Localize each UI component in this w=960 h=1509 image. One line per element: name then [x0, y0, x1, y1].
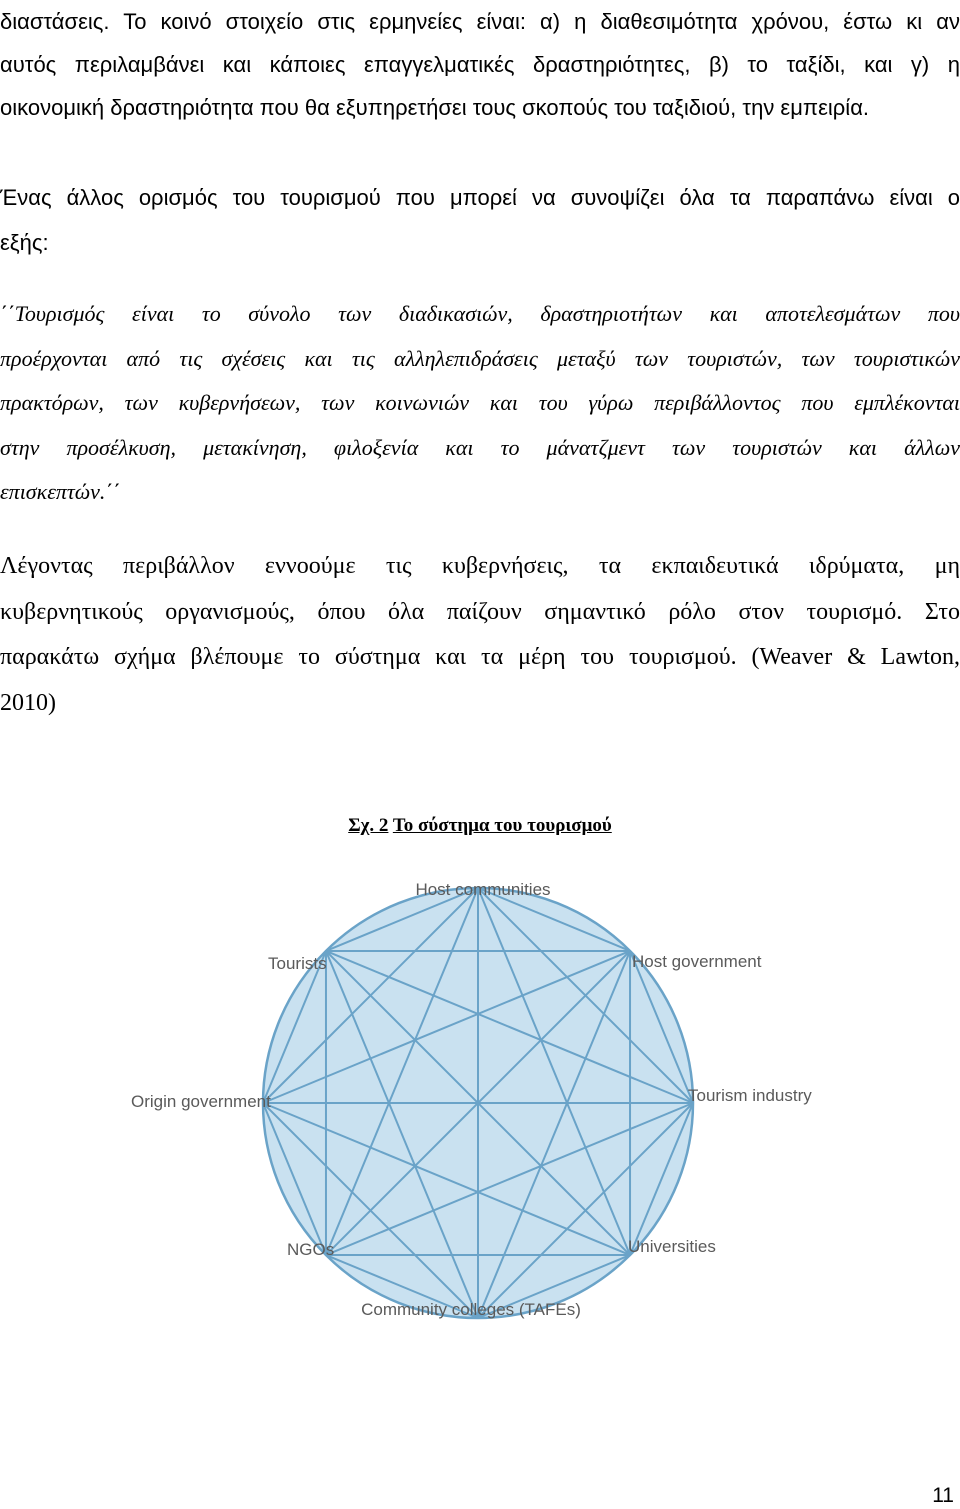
figure-caption-prefix: Σχ. 2: [348, 815, 389, 836]
node-label: Host communities: [415, 880, 551, 899]
text-line: εξής:: [0, 230, 49, 255]
paragraph-definition-intro: [0, 175, 960, 265]
text-line: 2010): [0, 689, 56, 716]
node-label: Tourists: [268, 954, 327, 973]
text-line: διαστάσεις. Το κοινό στοιχείο στις ερμηνείες είναι: α) η διαθεσιμότητα χρόνου, έστω κι αν: [0, 9, 960, 34]
text-line: παρακάτω σχήμα βλέπουμε το σύστημα και τα μέρη του τουρισμού. (Weaver & Lawton,: [0, 644, 960, 670]
paragraph-environment: [0, 544, 960, 726]
text-line: Ένας άλλος ορισμός του τουρισμού που μπορεί να συνοψίζει όλα τα παραπάνω είναι ο: [0, 185, 960, 210]
node-label: NGOs: [287, 1240, 335, 1259]
text-line: κυβερνητικούς οργανισμούς, όπου όλα παίζουν σημαντικό ρόλο στον τουρισμό. Στο: [0, 598, 960, 625]
paragraph-continuation: [0, 0, 960, 129]
figure-caption-title: Το σύστημα του τουρισμού: [392, 815, 612, 836]
text-line: Λέγοντας περιβάλλον εννοούμε τις κυβερνήσεις, τα εκπαιδευτικά ιδρύματα, μη: [0, 553, 960, 579]
quote-line: πρακτόρων, των κυβερνήσεων, των κοινωνιών και του γύρω περιβάλλοντος που εμπλέκονται: [0, 390, 960, 415]
quote-line: προέρχονται από τις σχέσεις και τις αλληλεπιδράσεις μεταξύ των τουριστών, των τουριστικών: [0, 345, 960, 371]
node-label: Origin government: [131, 1092, 271, 1111]
node-label: Host government: [632, 952, 762, 971]
node-label: Tourism industry: [688, 1086, 812, 1105]
figure-caption: [0, 815, 960, 837]
definition-quote: [0, 292, 960, 515]
node-label: Community colleges (TAFEs): [361, 1300, 581, 1319]
quote-line: στην προσέλκυση, μετακίνηση, φιλοξενία και το μάνατζμεντ των τουριστών και άλλων: [0, 434, 960, 460]
quote-line: επισκεπτών.΄΄: [0, 479, 121, 504]
tourism-system-diagram: [100, 865, 860, 1340]
quote-line: ΄΄Τουρισμός είναι το σύνολο των διαδικασιών, δραστηριοτήτων και αποτελεσμάτων που: [0, 301, 960, 326]
node-label: Universities: [628, 1237, 716, 1256]
page-number: 11: [932, 1484, 954, 1507]
text-line: οικονομική δραστηριότητα που θα εξυπηρετήσει τους σκοπούς του ταξιδιού, την εμπειρία.: [0, 95, 870, 120]
text-line: αυτός περιλαμβάνει και κάποιες επαγγελματικές δραστηριότητες, β) το ταξίδι, και γ) η: [0, 52, 960, 77]
